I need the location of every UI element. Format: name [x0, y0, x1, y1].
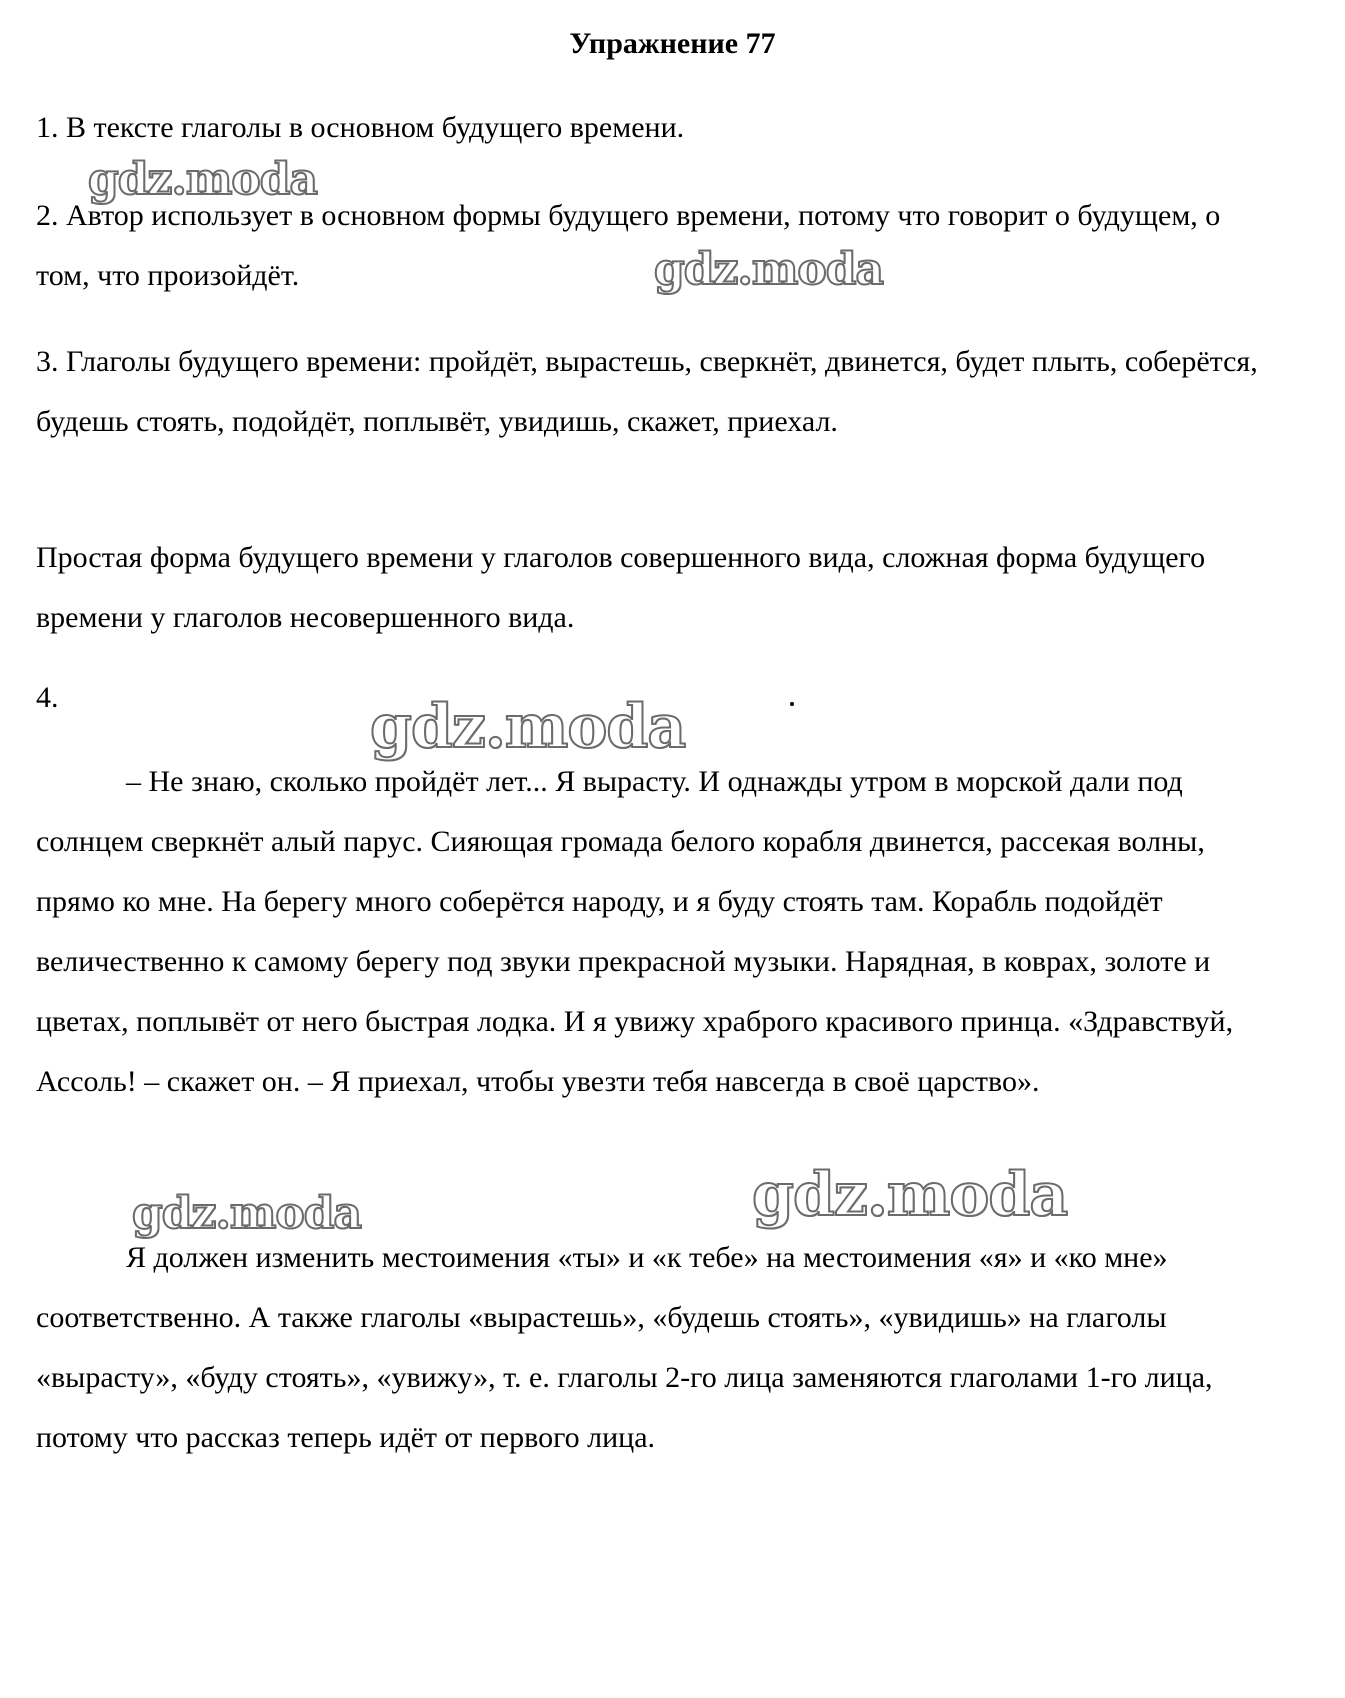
- watermark: gdz.moda: [654, 244, 884, 295]
- watermark: gdz.moda: [132, 1188, 362, 1239]
- answer-4-label: 4.: [36, 681, 59, 714]
- answer-2: 2. Автор использует в основном формы будущего времени, потому что говорит о будущем, о том, что произойдёт.: [36, 199, 1221, 292]
- watermark: gdz.moda: [88, 154, 318, 205]
- stray-dot: [790, 702, 794, 706]
- answer-4-text: – Не знаю, сколько пройдёт лет... Я вырасту. И однажды утром в морской дали под солнцем сверкнёт алый парус. Сияющая громада белого корабля двинется, рассекая волны, прямо ко мне. На берегу много соберётся народу, и я буду стоять там. Корабль подойдёт величественно к самому берегу под звуки прекрасной музыки. Нарядная, в коврах, золоте и цветах, поплывёт от него быстрая лодка. И я увижу храброго красивого принца. «Здравствуй, Ассоль! – скажет он. – Я приехал, чтобы увезти тебя навсегда в своё царство».: [36, 765, 1234, 1098]
- answer-1: 1. В тексте глаголы в основном будущего времени.: [36, 111, 685, 144]
- answer-3: 3. Глаголы будущего времени: пройдёт, вырастешь, сверкнёт, двинется, будет плыть, соберётся, будешь стоять, подойдёт, поплывёт, увидишь, скажет, приехал.: [36, 345, 1258, 438]
- answer-3-forms: Простая форма будущего времени у глаголов совершенного вида, сложная форма будущего времени у глаголов несовершенного вида.: [36, 541, 1206, 634]
- page-title: Упражнение 77: [569, 27, 776, 60]
- watermark: gdz.moda: [370, 692, 686, 762]
- answer-5: Я должен изменить местоимения «ты» и «к тебе» на местоимения «я» и «ко мне» соответственно. А также глаголы «вырастешь», «будешь стоять», «увидишь» на глаголы «вырасту», «буду стоять», «увижу», т. е. глаголы 2-го лица заменяются глаголами 1-го лица, потому что рассказ теперь идёт от первого лица.: [36, 1241, 1213, 1454]
- watermark: gdz.moda: [752, 1160, 1068, 1230]
